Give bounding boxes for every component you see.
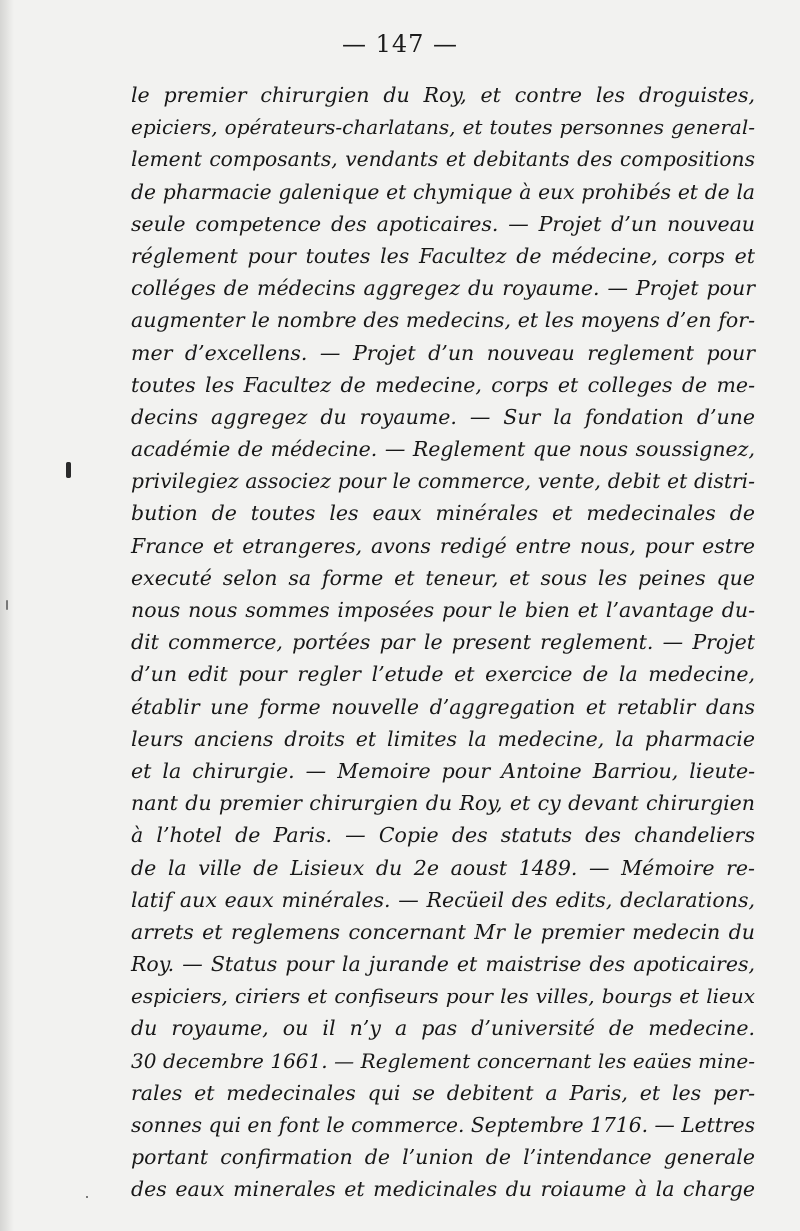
text-line: portant confirmation de l’union de l’intendance generale: [131, 1145, 755, 1170]
text-line: seule competence des apoticaires. — Projet d’un nouveau: [131, 211, 755, 236]
text-line: toutes les Facultez de medecine, corps et colleges de me-: [131, 372, 755, 397]
text-line: du royaume, ou il n’y a pas d’université de medecine.: [131, 1016, 755, 1041]
text-line: 30 decembre 1661. — Reglement concernant les eaües mine-: [131, 1048, 755, 1073]
text-line: nant du premier chirurgien du Roy, et cy devant chirurgien: [131, 791, 755, 816]
text-line: mer d’excellens. — Projet d’un nouveau reglement pour: [131, 340, 755, 365]
text-line: des eaux minerales et medicinales du roiaume à la charge: [131, 1177, 755, 1202]
page-number: — 147 —: [341, 30, 459, 58]
text-line: latif aux eaux minérales. — Recüeil des edits, declarations,: [131, 887, 755, 912]
text-line: arrets et reglemens concernant Mr le premier medecin du: [131, 919, 755, 944]
text-line: Roy. — Status pour la jurande et maistrise des apoticaires,: [131, 952, 755, 977]
text-line: de pharmacie galenique et chymique à eux prohibés et de la: [131, 179, 755, 204]
text-line: de la ville de Lisieux du 2e aoust 1489. — Mémoire re-: [131, 855, 755, 880]
text-line: nous nous sommes imposées pour le bien et l’avantage du-: [131, 598, 755, 622]
ink-speck: [6, 600, 8, 610]
text-line: France et etrangeres, avons redigé entre nous, pour estre: [131, 533, 755, 558]
text-line: établir une forme nouvelle d’aggregation et retablir dans: [131, 694, 755, 719]
text-line: augmenter le nombre des medecins, et les moyens d’en for-: [131, 308, 755, 333]
text-line: d’un edit pour regler l’etude et exercice de la medecine,: [131, 662, 755, 687]
ink-speck: [86, 1196, 88, 1198]
text-line: privilegiez associez pour le commerce, vente, debit et distri-: [131, 469, 755, 494]
text-line: et la chirurgie. — Memoire pour Antoine Barriou, lieute-: [131, 758, 755, 783]
body-text: [131, 79, 755, 1206]
margin-ink-mark: [66, 462, 71, 478]
text-line: epiciers, opérateurs-charlatans, et toutes personnes general-: [131, 115, 755, 140]
text-line: à l’hotel de Paris. — Copie des statuts des chandeliers: [131, 823, 755, 848]
text-line: espiciers, ciriers et confiseurs pour les villes, bourgs et lieux: [131, 984, 755, 1009]
text-line: decins aggregez du royaume. — Sur la fondation d’une: [131, 404, 755, 429]
text-line: dit commerce, portées par le present reglement. — Projet: [131, 630, 755, 655]
text-line: réglement pour toutes les Facultez de médecine, corps et: [131, 243, 755, 268]
text-line: leurs anciens droits et limites la medecine, la pharmacie: [131, 726, 755, 751]
text-line: le premier chirurgien du Roy, et contre les droguistes,: [131, 83, 755, 107]
text-line: bution de toutes les eaux minérales et medecinales de: [131, 501, 755, 526]
text-line: lement composants, vendants et debitants des compositions: [131, 147, 755, 172]
text-line: rales et medecinales qui se debitent a Paris, et les per-: [131, 1080, 755, 1105]
text-line: académie de médecine. — Reglement que nous soussignez,: [131, 437, 755, 462]
text-line: sonnes qui en font le commerce. Septembre 1716. — Lettres: [131, 1113, 755, 1137]
text-line: colléges de médecins aggregez du royaume. — Projet pour: [131, 276, 755, 301]
text-line: executé selon sa forme et teneur, et sous les peines que: [131, 565, 755, 590]
